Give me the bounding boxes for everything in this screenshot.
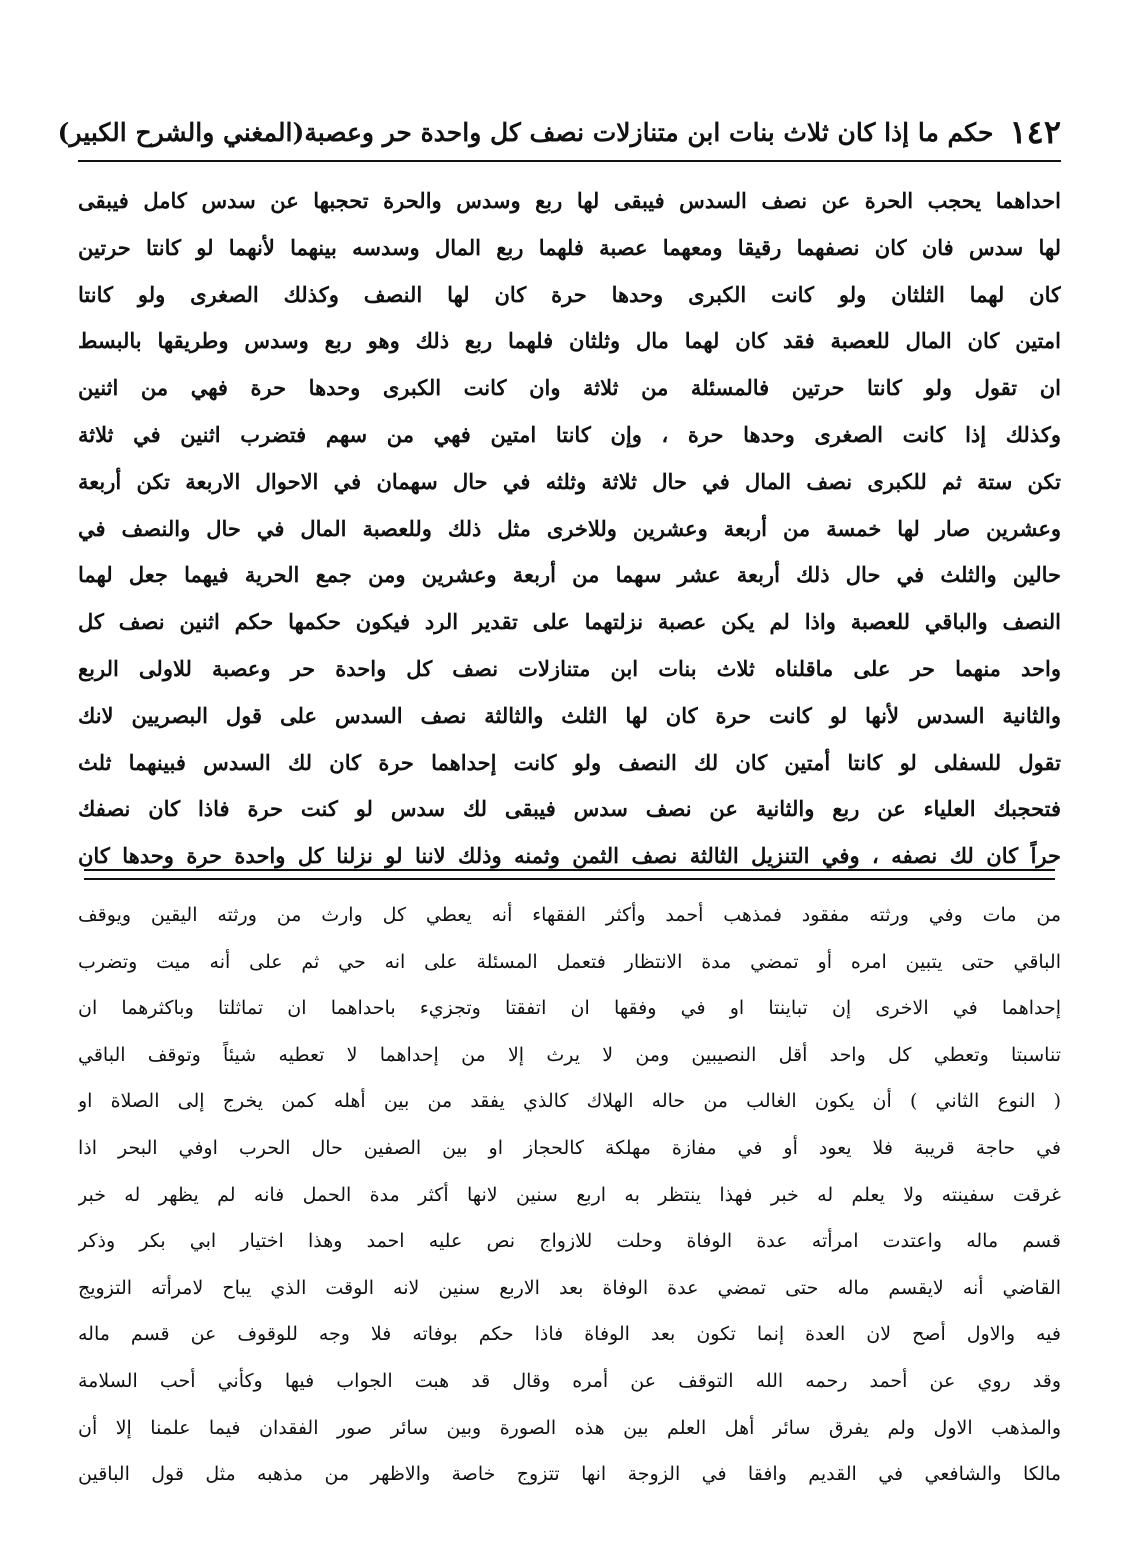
text-line: ان تقول ولو كانتا حرتين فالمسئلة من ثلاثة وان كانت الكبرى وحدها حرة فهي من اثنين xyxy=(78,375,1061,401)
text-line: تكن ستة ثم للكبرى نصف المال في حال ثلاثة وثلثه في حال سهمان في الاحوال الاربعة تكن أربعة xyxy=(78,468,1061,494)
commentary-text xyxy=(78,892,1061,1498)
commentary-line: الباقي حتى يتبين امره أو تمضي مدة الانتظار فتعمل المسئلة على انه حي ثم على أنه ميت وتضرب xyxy=(78,950,1061,973)
text-line: امتين كان المال للعصبة فقد كان لهما مال وثلثان فلهما ربع ذلك وهو ربع وسدس وطريقها بالبسط xyxy=(78,328,1061,354)
commentary-line: تناسبتا وتعطي كل واحد أقل النصيبين ومن لا يرث إلا من إحداهما لا تعطيه شيئاً وتوقف الباقي xyxy=(78,1043,1061,1066)
header-rule xyxy=(78,160,1061,162)
text-line: واحد منهما حر على ماقلناه ثلاث بنات ابن متنازلات نصف كل واحدة حر وعصبة للاولى الربع xyxy=(78,655,1061,681)
text-line: والثانية السدس لأنها لو كانت حرة كان لها الثلث والثالثة نصف السدس على قول البصريين لانك xyxy=(78,702,1061,728)
text-line: فتحجبك العلياء عن ربع والثانية عن نصف سدس فيبقى لك سدس لو كنت حرة فاذا كان نصفك xyxy=(78,796,1061,822)
commentary-line: مالكا والشافعي في القديم وافقا في الزوجة انها تتزوج خاصة والاظهر من مذهبه مثل قول الباقين xyxy=(78,1463,1061,1486)
commentary-line: غرقت سفينته ولا يعلم له خبر فهذا ينتظر به اربع سنين لانها أكثر مدة الحمل فانه لم يظهر له خبر xyxy=(78,1183,1061,1206)
running-title: حكم ما إذا كان ثلاث بنات ابن متنازلات نصف كل واحدة حر وعصبة xyxy=(304,117,994,147)
commentary-line: القاضي أنه لايقسم ماله حتى تمضي عدة الوفاة بعد الاربع سنين لانه الوقت الذي يباح لامرأته التزويج xyxy=(78,1276,1061,1299)
commentary-line: من مات وفي ورثته مفقود فمذهب أحمد وأكثر الفقهاء أنه يعطي كل وارث من ورثته اليقين ويوقف xyxy=(78,904,1061,926)
double-rule-separator xyxy=(84,869,1055,880)
commentary-line: في حاجة قريبة فلا يعود أو في مفازة مهلكة كالحجاز او بين الصفين حال الحرب اوفي البحر اذا xyxy=(78,1136,1061,1159)
text-line: حالين والثلث في حال ذلك أربعة عشر سهما من أربعة وعشرين ومن جمع الحرية فيهما جعل لهما xyxy=(78,562,1061,588)
text-line: احداهما يحجب الحرة عن نصف السدس فيبقى لها ربع وسدس والحرة تحجبها عن سدس كامل فيبقى xyxy=(78,188,1061,213)
page-number: ١٤٢ xyxy=(1009,113,1061,151)
text-line: كان لهما الثلثان ولو كانت الكبرى وحدها حرة كان لها النصف وكذلك الصغرى ولو كانتا xyxy=(78,281,1061,307)
text-line: وعشرين صار لها خمسة من أربعة وعشرين وللاخرى مثل ذلك وللعصبة المال في حال والنصف في xyxy=(78,515,1061,541)
text-line: تقول للسفلى لو كانتا أمتين كان لك النصف ولو كانت إحداهما حرة كان لك السدس فبينهما ثلث xyxy=(78,749,1061,775)
text-line: النصف والباقي للعصبة واذا لم يكن عصبة نزلتهما على تقدير الرد فيكون حكمها حكم اثنين نصف كل xyxy=(78,609,1061,635)
text-line: حراً كان لك نصفه ، وفي التنزيل الثالثة نصف الثمن وثمنه وذلك لاننا لو نزلنا كل واحدة حرة وحدها كان xyxy=(78,843,1061,869)
commentary-line: ( النوع الثاني ) أن يكون الغالب من حاله الهلاك كالذي يفقد من بين أهله كمن يخرج إلى الصلاة او xyxy=(78,1090,1061,1113)
commentary-line: قسم ماله واعتدت امرأته عدة الوفاة وحلت للازواج نص عليه احمد وهذا اختيار ابي بكر وذكر xyxy=(78,1230,1061,1253)
commentary-line: والمذهب الاول ولم يفرق سائر أهل العلم بين هذه الصورة وبين سائر صور الفقدان فيما علمنا إلا أن xyxy=(78,1416,1061,1439)
text-line: وكذلك إذا كانت الصغرى وحدها حرة ، وإن كانتا امتين فهي من سهم فتضرب اثنين في ثلاثة xyxy=(78,421,1061,447)
text-line: لها سدس فان كان نصفهما رقيقا ومعهما عصبة فلهما ربع المال وسدسه بينهما لأنهما لو كانتا حرتين xyxy=(78,234,1061,260)
commentary-line: وقد روي عن أحمد رحمه الله التوقف عن أمره وقال قد هبت الجواب فيها وكأني أحب السلامة xyxy=(78,1369,1061,1392)
page-header xyxy=(57,108,1061,156)
commentary-line: إحداهما في الاخرى إن تباينتا او في وفقها ان اتفقتا وتجزيء باحداهما ان تماثلتا وباكثرهما ان xyxy=(78,997,1061,1020)
book-title: (المغني والشرح الكبير) xyxy=(57,117,305,147)
main-text xyxy=(78,178,1061,880)
commentary-line: فيه والاول أصح لان العدة إنما تكون بعد الوفاة فاذا حكم بوفاته فلا وجه للوقوف عن قسم ماله xyxy=(78,1323,1061,1346)
